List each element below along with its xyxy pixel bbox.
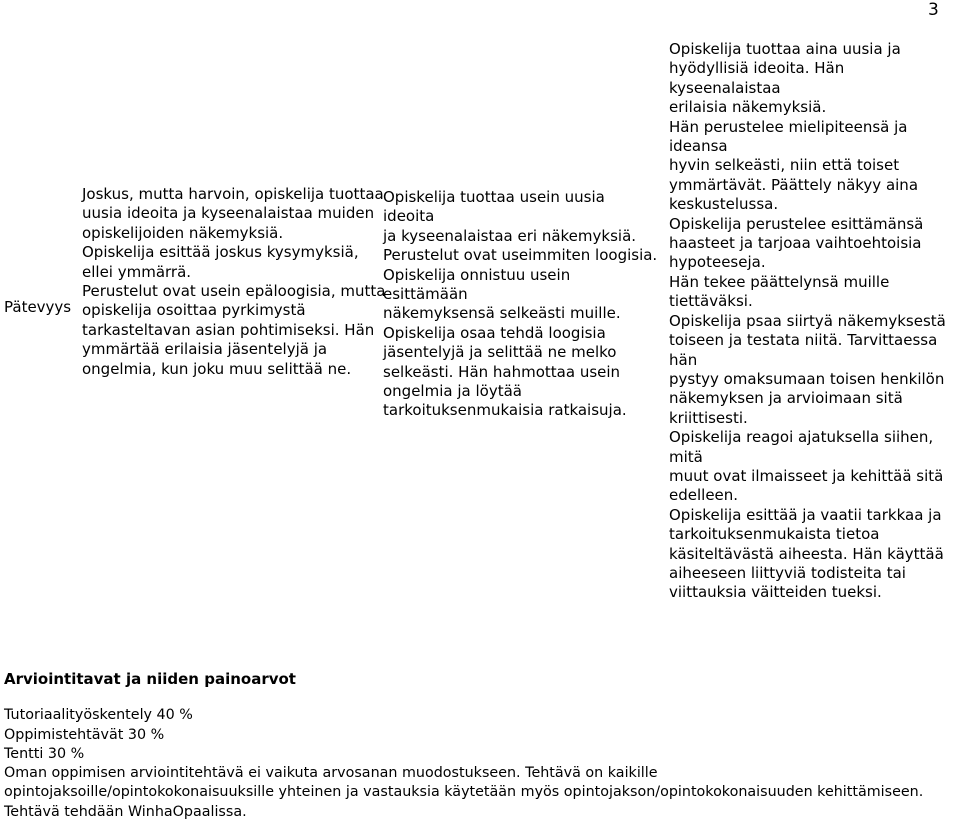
page-number: 3 <box>928 0 939 20</box>
criteria-line: ongelmia ja löytää <box>383 382 522 401</box>
criteria-line: hypoteeseja. <box>669 253 766 272</box>
criteria-line: Opiskelija perustelee esittämänsä <box>669 214 924 233</box>
criteria-line: Opiskelija tuottaa usein uusia ideoita <box>383 188 605 226</box>
criteria-line: Hän perustelee mielipiteensä ja ideansa <box>669 117 908 156</box>
criteria-column-high <box>669 40 960 603</box>
criteria-line: tarkoituksenmukaista tietoa <box>669 525 880 544</box>
criteria-line: ymmärtävät. Päättely näkyy aina <box>669 175 919 194</box>
criteria-line: tarkoituksenmukaisia ratkaisuja. <box>383 401 627 420</box>
criteria-line: hyödyllisiä ideoita. Hän kyseenalaistaa <box>669 59 845 97</box>
criteria-line: Opiskelija psaa siirtyä näkemyksestä <box>669 311 946 330</box>
criteria-line: Perustelut ovat useimmiten loogisia. <box>383 246 658 265</box>
criteria-line: selkeästi. Hän hahmottaa usein <box>383 362 621 381</box>
assessment-section <box>4 670 954 822</box>
criteria-line: ellei ymmärrä. <box>82 262 192 281</box>
criteria-line: keskustelussa. <box>669 195 779 214</box>
criteria-line: näkemyksen ja arvioimaan sitä <box>669 389 903 408</box>
criteria-line: Opiskelija esittää ja vaatii tarkkaa ja <box>669 505 942 524</box>
criteria-line: tarkasteltavan asian pohtimiseksi. Hän <box>82 320 375 339</box>
criteria-line: Opiskelija tuottaa aina uusia ja <box>669 40 901 58</box>
criteria-line: käsiteltävästä aiheesta. Hän käyttää <box>669 544 944 563</box>
criteria-line: ongelmia, kun joku muu selittää ne. <box>82 359 352 378</box>
criteria-column-low <box>82 185 387 379</box>
criteria-line: opiskelija osoittaa pyrkimystä <box>82 301 306 320</box>
assessment-line: Oman oppimisen arviointitehtävä ei vaikuta arvosanan muodostukseen. Tehtävä on kaikille <box>4 765 658 782</box>
criteria-line: Opiskelija osaa tehdä loogisia <box>383 323 606 342</box>
criteria-line: jäsentelyjä ja selittää ne melko <box>383 343 617 362</box>
criteria-column-mid <box>383 188 658 421</box>
assessment-line: Tutoriaalityöskentely 40 % <box>4 707 193 724</box>
assessment-line: Tentti 30 % <box>4 745 85 762</box>
criteria-line: näkemyksensä selkeästi muille. <box>383 304 621 323</box>
criteria-line: kriittisesti. <box>669 408 748 427</box>
row-label-competence: Pätevyys <box>4 298 72 316</box>
criteria-line: hyvin selkeästi, niin että toiset <box>669 156 900 175</box>
criteria-line: haasteet ja tarjoaa vaihtoehtoisia <box>669 234 922 253</box>
assessment-line: Tehtävä tehdään WinhaOpaalissa. <box>4 803 247 820</box>
criteria-line: Perustelut ovat usein epäloogisia, mutta <box>82 282 386 301</box>
criteria-line: Opiskelija esittää joskus kysymyksiä, <box>82 243 359 262</box>
assessment-line: Oppimistehtävät 30 % <box>4 726 165 743</box>
criteria-line: Hän tekee päättelynsä muille <box>669 272 890 291</box>
criteria-line: viittauksia väitteiden tueksi. <box>669 583 882 602</box>
criteria-line: Opiskelija onnistuu usein esittämään <box>383 265 571 304</box>
criteria-line: ja kyseenalaistaa eri näkemyksiä. <box>383 226 637 245</box>
criteria-line: ymmärtää erilaisia jäsentelyjä ja <box>82 340 328 359</box>
criteria-line: tiettäväksi. <box>669 292 753 311</box>
criteria-line: aiheeseen liittyviä todisteita tai <box>669 563 906 582</box>
criteria-line: Joskus, mutta harvoin, opiskelija tuottaa <box>82 185 384 203</box>
assessment-heading: Arviointitavat ja niiden painoarvot <box>4 670 296 688</box>
criteria-line: opiskelijoiden näkemyksiä. <box>82 223 284 242</box>
criteria-line: edelleen. <box>669 486 739 505</box>
criteria-line: Opiskelija reagoi ajatuksella siihen, mitä <box>669 428 934 466</box>
assessment-line: opintojaksoille/opintokokonaisuuksille yhteinen ja vastauksia käytetään myös opintojakson/opintokokonaisuuden kehittämiseen. <box>4 784 924 801</box>
criteria-line: erilaisia näkemyksiä. <box>669 98 827 117</box>
criteria-line: uusia ideoita ja kyseenalaistaa muiden <box>82 204 375 223</box>
criteria-line: muut ovat ilmaisseet ja kehittää sitä <box>669 466 944 485</box>
criteria-line: toiseen ja testata niitä. Tarvittaessa hän <box>669 331 938 369</box>
criteria-line: pystyy omaksumaan toisen henkilön <box>669 369 945 388</box>
